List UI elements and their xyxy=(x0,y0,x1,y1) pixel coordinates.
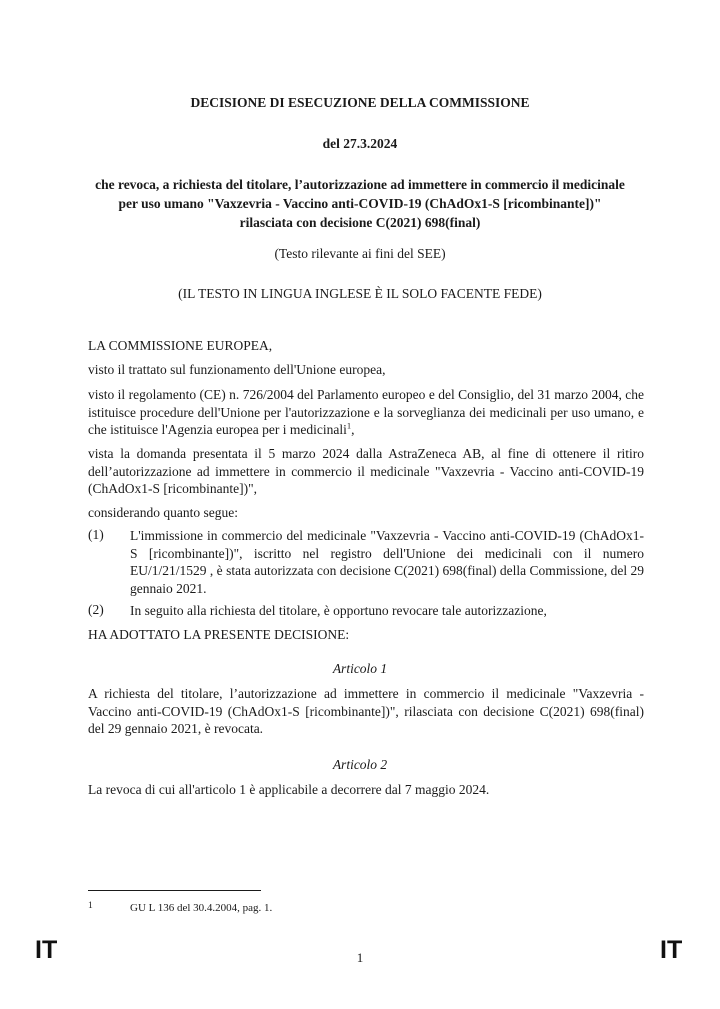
citation-regulation xyxy=(88,386,644,439)
recital-text: L'immissione in commercio del medicinale "Vaxzevria - Vaccino anti-COVID-19 (ChAdOx1-S [ricombinante])", iscritto nel registro dell'Unione dei medicinali con il numero EU/1/21/1529 , è stata autorizzata con decisione C(2021) 698(final) della Commissione, del 29 gennaio 2021. xyxy=(130,528,644,596)
footnote-text: GU L 136 del 30.4.2004, pag. 1. xyxy=(130,902,273,914)
commission-heading: LA COMMISSIONE EUROPEA, xyxy=(88,338,273,353)
document-date: del 27.3.2024 xyxy=(322,136,398,151)
adoption-statement: HA ADOTTATO LA PRESENTE DECISIONE: xyxy=(88,627,350,642)
recital-number: (1) xyxy=(88,527,104,542)
recital-text: In seguito alla richiesta del titolare, è opportuno revocare tale autorizzazione, xyxy=(130,603,547,618)
article-heading: Articolo 2 xyxy=(332,757,388,772)
page-number: 1 xyxy=(356,950,364,965)
citation-regulation-end: , xyxy=(351,422,355,437)
citation-application: vista la domanda presentata il 5 marzo 2024 dalla AstraZeneca AB, al fine di ottenere il ritiro dell’autorizzazione ad immettere in commercio il medicinale "Vaxzevria - Vaccino anti-COVID-19 (ChAdOx1-S [ricombinante])", xyxy=(88,446,644,496)
whereas-heading: considerando quanto segue: xyxy=(88,505,238,520)
article-heading: Articolo 1 xyxy=(332,661,388,676)
recital-number: (2) xyxy=(88,602,104,617)
article-text: La revoca di cui all'articolo 1 è applicabile a decorrere dal 7 maggio 2024. xyxy=(88,782,490,797)
language-code-left: IT xyxy=(35,936,58,964)
eea-note: (Testo rilevante ai fini del SEE) xyxy=(274,246,446,261)
document-title: DECISIONE DI ESECUZIONE DELLA COMMISSIONE xyxy=(190,95,530,110)
document-subject: che revoca, a richiesta del titolare, l’autorizzazione ad immettere in commercio il medicinale per uso umano "Vaxzevria - Vaccino anti-COVID-19 (ChAdOx1-S [ricombinante])" rilasciata con decisione C(2021) 698(final) xyxy=(95,177,625,230)
authentic-language-note: (IL TESTO IN LINGUA INGLESE È IL SOLO FACENTE FEDE) xyxy=(178,286,542,301)
footnote-mark: 1 xyxy=(88,901,93,911)
footnote-reference[interactable]: 1 xyxy=(346,420,352,431)
article-text: A richiesta del titolare, l’autorizzazione ad immettere in commercio il medicinale "Vaxzevria - Vaccino anti-COVID-19 (ChAdOx1-S [ricombinante])", rilasciata con decisione C(2021) 698(final) del 29 gennaio 2021, è revocata. xyxy=(88,686,644,736)
footnote-divider xyxy=(88,890,261,891)
citation-regulation-text: visto il regolamento (CE) n. 726/2004 del Parlamento europeo e del Consiglio, del 31 marzo 2004, che istituisce procedure dell'Unione per l'autorizzazione e la sorveglianza dei medicinali per uso umano, e che istituisce l'Agenzia europea per i medicinali xyxy=(88,387,644,437)
citation-treaty: visto il trattato sul funzionamento dell'Unione europea, xyxy=(88,362,386,377)
language-code-right: IT xyxy=(660,936,683,964)
